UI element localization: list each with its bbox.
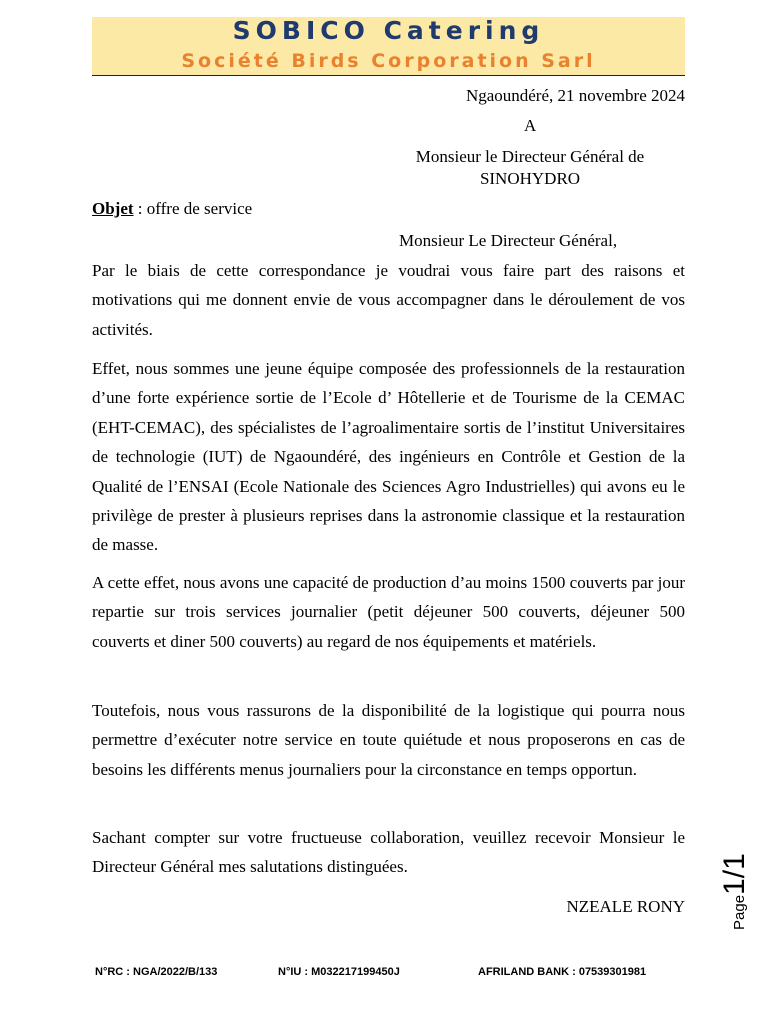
company-subtitle: Société Birds Corporation Sarl [181, 50, 596, 72]
footer-rc: N°RC : NGA/2022/B/133 [95, 966, 218, 978]
signature: NZEALE RONY [566, 897, 685, 916]
addressee-prefix: A [524, 116, 537, 135]
footer-niu: N°IU : M032217199450J [278, 966, 400, 978]
page-label: Page [731, 894, 748, 930]
salutation: Monsieur Le Directeur Général, [399, 231, 618, 250]
paragraph-2: Effet, nous sommes une jeune équipe composée des professionnels de la restauration d’une forte expérience sortie de l’Ecole d’ Hôtellerie et de Tourisme de la CEMAC (EHT-CEMAC), des spécialistes de l’agroalimentaire sortis de l’institut Universitaires de technologie (IUT) de Ngaoundéré, des ingénieurs en Contrôle et Gestion de la Qualité de l’ENSAI (Ecole Nationale des Sciences Agro Industrielles) qui avons eu le privilège de prester à plusieurs reprises dans la astronomie classique et la restauration de masse. [92, 359, 685, 555]
place-date: Ngaoundéré, 21 novembre 2024 [465, 86, 685, 105]
recipient-line-1: Monsieur le Directeur Général de [415, 147, 645, 166]
paragraph-1: Par le biais de cette correspondance je voudrai vous faire part des raisons et motivations qui me donnent envie de vous accompagner dans le déroulement de vos activités. [92, 261, 685, 339]
paragraph-5: Sachant compter sur votre fructueuse collaboration, veuillez recevoir Monsieur le Directeur Général mes salutations distinguées. [92, 828, 685, 877]
page-count: 1/1 [718, 853, 751, 895]
recipient-line-2: SINOHYDRO [479, 169, 581, 188]
subject-line [92, 198, 252, 220]
subject-label: Objet [92, 199, 134, 218]
letterhead [92, 17, 685, 76]
company-name: SOBICO Catering [232, 16, 545, 45]
paragraph-4: Toutefois, nous vous rassurons de la disponibilité de la logistique qui pourra nous permettre d’exécuter notre service en toute quiétude et nous proposerons en cas de besoins les différents menus journaliers pour la circonstance en temps opportun. [92, 701, 685, 779]
footer-bank: AFRILAND BANK : 07539301981 [478, 966, 647, 978]
page-number [718, 853, 752, 930]
paragraph-3: A cette effet, nous avons une capacité de production d’au moins 1500 couverts par jour repartie sur trois services journalier (petit déjeuner 500 couverts, déjeuner 500 couverts et diner 500 couverts) au regard de nos équipements et matériels. [92, 573, 685, 651]
subject-text: : offre de service [133, 199, 253, 218]
